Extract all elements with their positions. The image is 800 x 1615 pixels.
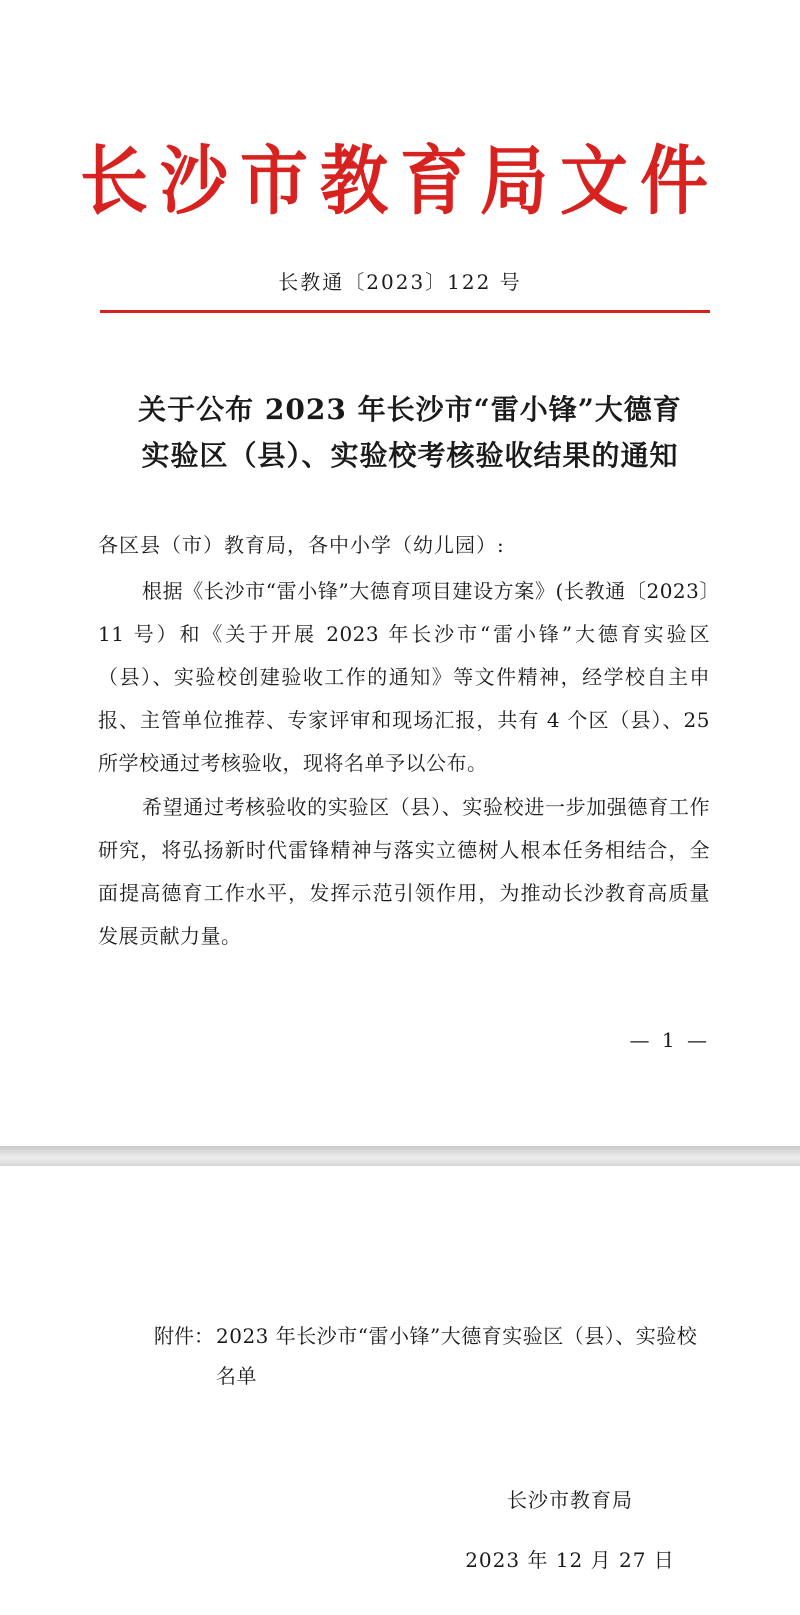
notice-title-line-1: 关于公布 2023 年长沙市“雷小锋”大德育 (138, 393, 682, 426)
salutation: 各区县（市）教育局，各中小学（幼儿园）: (98, 533, 505, 557)
page-separator (0, 1146, 800, 1166)
page-number: — 1 — (629, 1028, 710, 1052)
notice-title-line-2: 实验区（县）、实验校考核验收结果的通知 (141, 439, 679, 472)
attachment-label: 附件： (154, 1324, 214, 1348)
body-paragraph-2: 希望通过考核验收的实验区（县）、实验校进一步加强德育工作研究，将弘扬新时代雷锋精神与落实立德树人根本任务相结合，全面提高德育工作水平，发挥示范引领作用，为推动长沙教育高质量发展贡献力量。 (98, 795, 710, 948)
signature-organization: 长沙市教育局 (507, 1488, 633, 1512)
red-divider-line (100, 310, 710, 313)
attachment-text: 2023 年长沙市“雷小锋”大德育实验区（县）、实验校名单 (216, 1324, 698, 1388)
document-number: 长教通〔2023〕122 号 (278, 270, 522, 294)
body-paragraph-1: 根据《长沙市“雷小锋”大德育项目建设方案》(长教通〔2023〕11 号）和《关于开展 2023 年长沙市“雷小锋”大德育实验区（县）、实验校创建验收工作的通知》等文件精神，经学校自主申报、主管单位推荐、专家评审和现场汇报，共有 4 个区（县）、25 所学校通过考核验收，现将名单予以公布。 (98, 579, 710, 775)
signature-date: 2023 年 12 月 27 日 (465, 1548, 675, 1572)
document-masthead: 长沙市教育局文件 (79, 139, 720, 226)
